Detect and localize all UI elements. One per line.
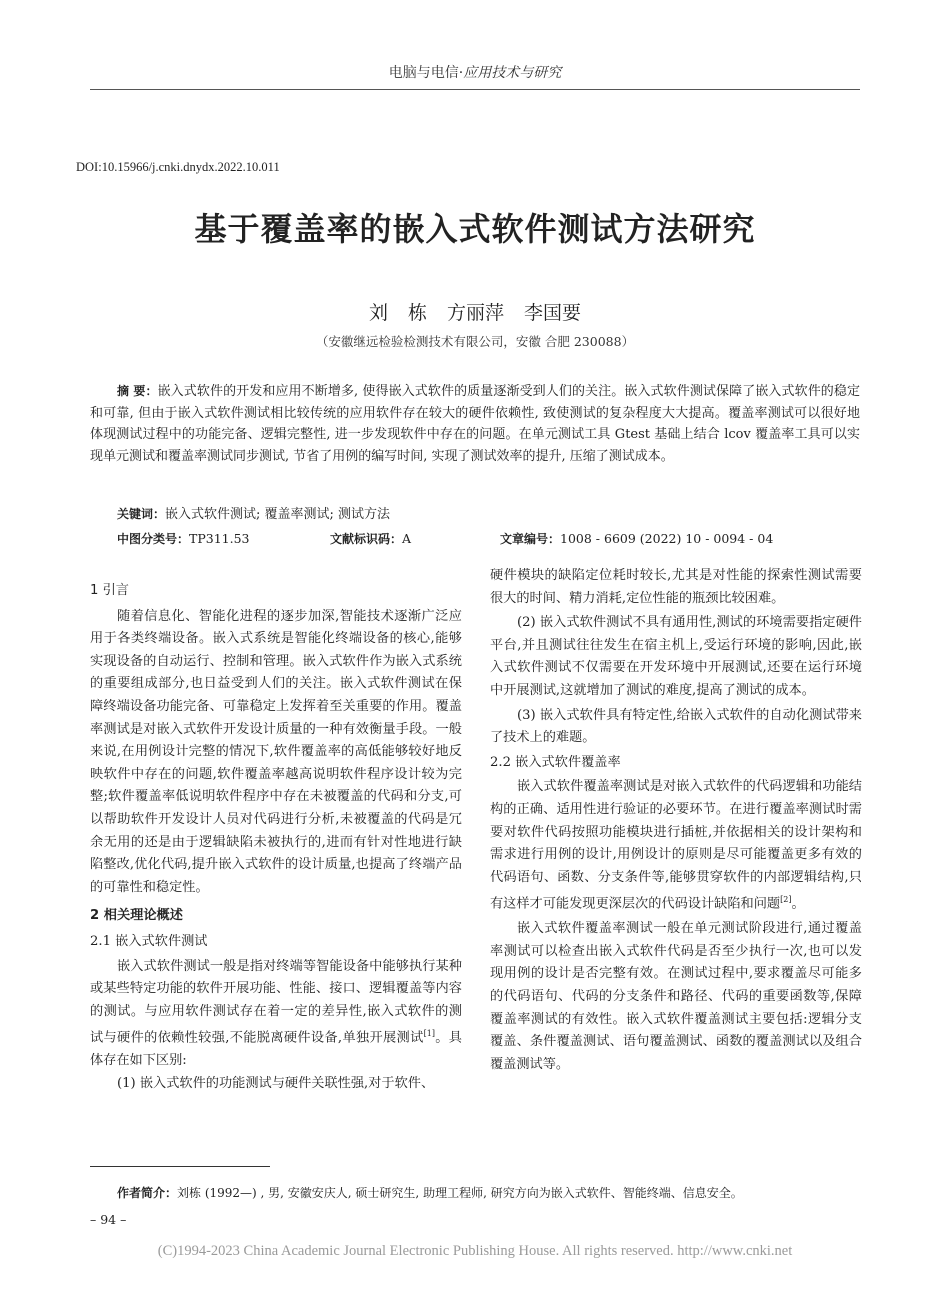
right-column	[490, 565, 862, 1076]
citation: [1]	[423, 1029, 435, 1039]
abstract-label: 摘 要：	[117, 384, 158, 398]
footnote-label: 作者简介：	[117, 1186, 178, 1200]
page-number: – 94 –	[90, 1212, 127, 1227]
section-2-1-heading: 2.1 嵌入式软件测试	[90, 933, 208, 949]
paper-title: 基于覆盖率的嵌入式软件测试方法研究	[194, 210, 756, 248]
keywords-text: 嵌入式软件测试; 覆盖率测试; 测试方法	[165, 507, 391, 522]
abstract-text: 嵌入式软件的开发和应用不断增多, 使得嵌入式软件的质量逐渐受到人们的关注。嵌入式软件测试保障了嵌入式软件的稳定和可靠, 但由于嵌入式软件测试相比较传统的应用软件存在较大的硬件依赖性, 致使测试的复杂程度大大提高。覆盖率测试可以很好地体现测试过程中的功能完备、逻辑完整性, 进一步发现软件中存在的问题。在单元测试工具 Gtest 基础上结合 lcov 覆盖率工具可以实现单元测试和覆盖率测试同步测试, 节省了用例的编写时间, 实现了测试效率的提升, 压缩了测试成本。	[90, 384, 861, 464]
header-rule	[90, 89, 860, 90]
clc-value: TP311.53	[189, 531, 250, 546]
doc-label: 文献标识码：	[330, 532, 403, 546]
left-column	[90, 577, 462, 1095]
section-2-2-heading: 2.2 嵌入式软件覆盖率	[490, 754, 621, 770]
journal-name: 电脑与电信	[388, 65, 459, 81]
paragraph-text: 。具体存在如下区别:	[90, 1030, 462, 1069]
affiliation: （安徽继远检验检测技术有限公司，安徽 合肥 230088）	[315, 334, 635, 349]
keywords	[117, 503, 390, 522]
doi: DOI:10.15966/j.cnki.dnydx.2022.10.011	[76, 160, 280, 174]
section-2-heading: 2 相关理论概述	[90, 908, 183, 924]
footnote-rule	[90, 1166, 270, 1167]
citation: [2]	[780, 895, 792, 905]
paragraph	[90, 956, 462, 1073]
section-1-heading: 1 引言	[90, 583, 129, 598]
paragraph-text: 。	[791, 896, 805, 912]
article-number	[500, 530, 773, 547]
clc-number	[117, 530, 250, 547]
article-label: 文章编号：	[500, 532, 561, 546]
paragraph: 硬件模块的缺陷定位耗时较长,尤其是对性能的探索性测试需要很大的时间、精力消耗,定位性能的瓶颈比较困难。	[490, 568, 862, 606]
footnote-text: 刘栋 (1992—) , 男, 安徽安庆人, 硕士研究生, 助理工程师, 研究方向为嵌入式软件、智能终端、信息安全。	[177, 1186, 743, 1200]
paragraph-text: 嵌入式软件测试一般是指对终端等智能设备中能够执行某种或某些特定功能的软件开展功能、性能、接口、逻辑覆盖等内容的测试。与应用软件测试存在着一定的差异性,嵌入式软件的测试与硬件的依赖性较强,不能脱离硬件设备,单独开展测试	[90, 958, 462, 1046]
paragraph	[490, 776, 862, 916]
abstract	[90, 381, 860, 467]
clc-label: 中图分类号：	[117, 532, 190, 546]
document-code	[330, 530, 411, 547]
paragraph: 随着信息化、智能化进程的逐步加深,智能技术逐渐广泛应用于各类终端设备。嵌入式系统是智能化终端设备的核心,能够实现设备的自动运行、控制和管理。嵌入式软件作为嵌入式系统的重要组成部分,也日益受到人们的关注。嵌入式软件测试在保障终端设备功能完备、可靠稳定上发挥着至关重要的作用。覆盖率测试是对嵌入式软件开发设计质量的一种有效衡量手段。一般来说,在用例设计完整的情况下,软件覆盖率的高低能够较好地反映软件中存在的问题,软件覆盖率越高说明软件程序设计较为完整;软件覆盖率低说明软件程序中存在未被覆盖的代码和分支,可以帮助软件开发设计人员对代码进行分析,未被覆盖的代码是冗余无用的还是由于逻辑缺陷未被执行的,进而有针对性地进行缺陷整改,优化代码,提升嵌入式软件的设计质量,也提高了终端产品的可靠性和稳定性。	[90, 608, 462, 895]
paragraph: (1) 嵌入式软件的功能测试与硬件关联性强,对于软件、	[117, 1075, 435, 1091]
paragraph: (3) 嵌入式软件具有特定性,给嵌入式软件的自动化测试带来了技术上的难题。	[490, 707, 862, 746]
paragraph-text: 嵌入式软件覆盖率测试是对嵌入式软件的代码逻辑和功能结构的正确、适用性进行验证的必要环节。在进行覆盖率测试时需要对软件代码按照功能模块进行插桩,并依据相关的设计架构和需求进行用例的设计,用例设计的原则是尽可能覆盖更多有效的代码语句、函数、分支条件等,能够贯穿软件的内部逻辑结构,只有这样才可能发现更深层次的代码设计缺陷和问题	[490, 779, 862, 912]
keywords-label: 关键词：	[117, 507, 166, 521]
copyright-watermark: (C)1994-2023 China Academic Journal Electronic Publishing House. All rights reserved. http://www.cnki.net	[157, 1243, 793, 1259]
running-header: 电脑与电信·应用技术与研究	[388, 65, 562, 81]
paragraph: (2) 嵌入式软件测试不具有通用性,测试的环境需要指定硬件平台,并且测试往往发生在宿主机上,受运行环境的影响,因此,嵌入式软件测试不仅需要在开发环境中开展测试,还要在运行环境中开展测试,这就增加了测试的难度,提高了测试的成本。	[490, 615, 862, 698]
authors: 刘 栋 方丽萍 李国要	[368, 302, 582, 324]
author-footnote	[117, 1184, 743, 1201]
paragraph: 嵌入式软件覆盖率测试一般在单元测试阶段进行,通过覆盖率测试可以检查出嵌入式软件代码是否至少执行一次,也可以发现用例的设计是否完整有效。在测试过程中,要求覆盖尽可能多的代码语句、代码的分支条件和路径、代码的重要函数等,保障覆盖率测试的有效性。嵌入式软件覆盖测试主要包括:逻辑分支覆盖、条件覆盖测试、语句覆盖测试、函数的覆盖测试以及组合覆盖测试等。	[490, 921, 862, 1072]
article-value: 1008 - 6609 (2022) 10 - 0094 - 04	[560, 531, 774, 546]
journal-section: 应用技术与研究	[463, 65, 562, 81]
doc-value: A	[402, 531, 412, 546]
